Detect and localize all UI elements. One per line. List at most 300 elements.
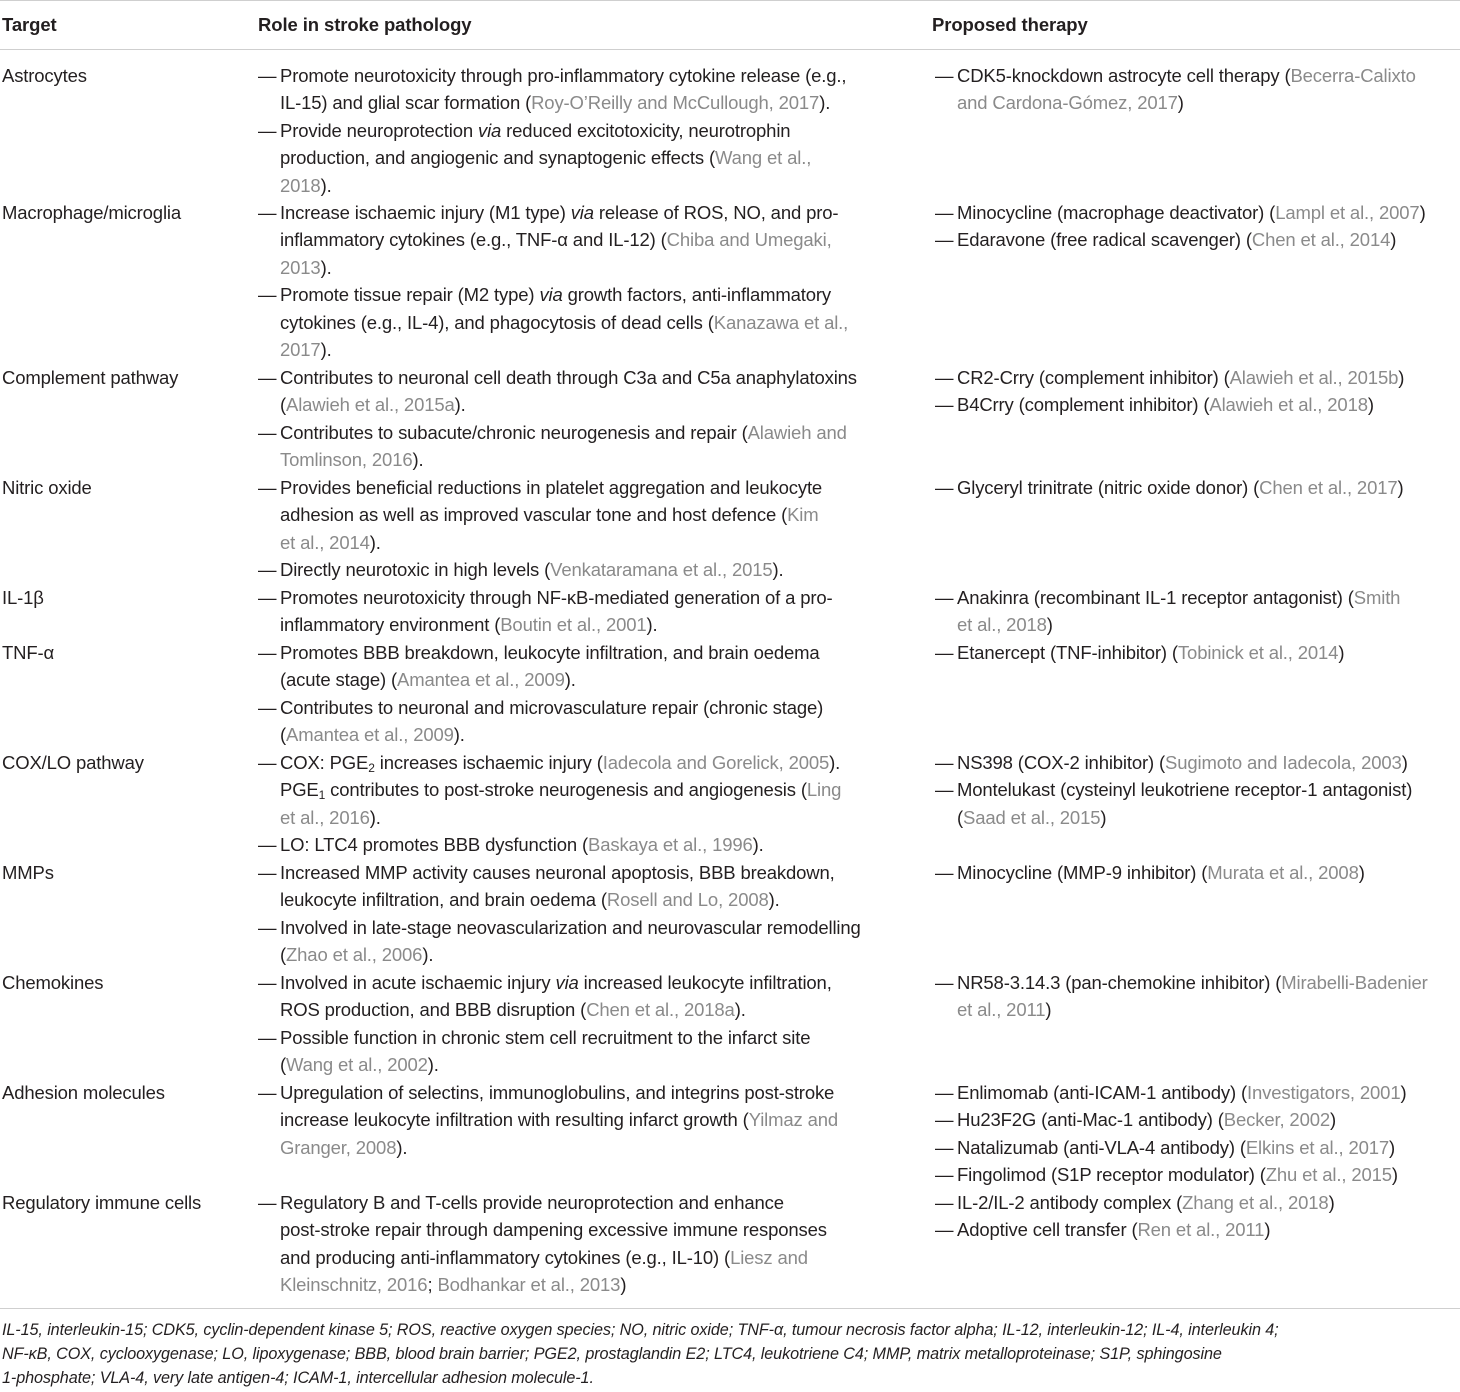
therapy-cell — [935, 199, 1458, 254]
role-line — [258, 611, 918, 638]
role-line — [258, 941, 918, 968]
line-text: ) — [1400, 1082, 1407, 1103]
line-text: ) — [1045, 999, 1052, 1021]
citation-link: Wang et al., 2002 — [286, 1054, 428, 1076]
citation-link: Elkins et al., 2017 — [1245, 1136, 1390, 1158]
role-cell — [258, 62, 918, 199]
role-cell — [258, 584, 918, 639]
citation-link: Saad et al., 2015 — [963, 806, 1101, 828]
therapy-cell — [935, 62, 1458, 117]
citation-link: Chiba and Umegaki, — [666, 229, 832, 251]
line-text: growth factors, anti-inflammatory — [562, 284, 832, 306]
citation-link: Amantea et al., 2009 — [286, 724, 454, 746]
line-text: increased leukocyte infiltration, — [578, 972, 832, 993]
role-line — [258, 1024, 918, 1051]
dash-marker: — — [935, 642, 954, 663]
line-text: Promote tissue repair (M2 type) — [280, 284, 540, 306]
role-line — [258, 886, 918, 913]
citation-link: Roy-O’Reilly and McCullough, 2017 — [531, 92, 820, 114]
line-text: ). — [829, 752, 841, 773]
line-text: ). — [320, 339, 332, 361]
role-line — [258, 309, 918, 336]
role-line — [258, 89, 918, 116]
line-text: Fingolimod (S1P receptor modulator) ( — [957, 1164, 1266, 1186]
line-text: post-stroke repair through dampening excessive immune responses — [280, 1219, 827, 1241]
role-line — [258, 666, 918, 693]
role-line — [258, 254, 918, 281]
role-line — [258, 474, 918, 501]
line-text: release of ROS, NO, and pro- — [593, 202, 839, 223]
dash-marker: — — [258, 972, 277, 993]
line-text: Possible function in chronic stem cell recruitment to the infarct site — [280, 1026, 811, 1048]
therapy-line — [935, 1189, 1458, 1216]
citation-link: Zhao et al., 2006 — [286, 944, 423, 966]
citation-link: Kanazawa et al., — [713, 311, 849, 333]
therapy-cell — [935, 1079, 1458, 1189]
citation-link: et al., 2014 — [280, 531, 370, 553]
citation-link: Kim — [787, 504, 819, 526]
role-line — [258, 144, 918, 171]
target-cell: IL-1β — [2, 587, 44, 608]
line-text: Enlimomab (anti-ICAM-1 antibody) ( — [957, 1082, 1247, 1103]
role-line — [258, 584, 918, 611]
role-line — [258, 639, 918, 666]
dash-marker: — — [258, 834, 277, 856]
dash-marker: — — [258, 119, 277, 141]
therapy-cell — [935, 639, 1458, 666]
therapy-line — [935, 89, 1458, 116]
role-line — [258, 859, 918, 886]
role-cell — [258, 749, 918, 859]
line-text: Montelukast (cysteinyl leukotriene receptor-1 antagonist) — [957, 779, 1413, 801]
line-text: COX: PGE — [280, 752, 369, 773]
dash-marker: — — [258, 587, 277, 608]
dash-marker: — — [258, 696, 277, 718]
line-text: ( — [280, 724, 287, 746]
citation-link: Rosell and Lo, 2008 — [606, 889, 769, 911]
therapy-line — [935, 639, 1458, 666]
therapy-line — [935, 199, 1458, 226]
citation-link: Lampl et al., 2007 — [1275, 202, 1420, 223]
line-text: Edaravone (free radical scavenger) ( — [957, 229, 1252, 251]
line-text: NS398 (COX-2 inhibitor) ( — [957, 752, 1166, 773]
line-text: CDK5-knockdown astrocyte cell therapy ( — [957, 65, 1291, 86]
line-text: Provides beneficial reductions in platelet aggregation and leukocyte — [280, 477, 823, 498]
role-line — [258, 1051, 918, 1078]
dash-marker: — — [935, 862, 954, 883]
citation-link: Chen et al., 2018a — [586, 999, 735, 1021]
dash-marker: — — [935, 1164, 954, 1186]
role-line — [258, 199, 918, 226]
role-line — [258, 391, 918, 418]
italic-text: via — [570, 202, 594, 223]
table-footnote — [0, 1308, 1460, 1390]
therapy-line — [935, 776, 1458, 803]
dash-marker: — — [258, 202, 277, 223]
target-cell: Complement pathway — [2, 367, 179, 388]
role-cell — [258, 364, 918, 474]
therapy-line — [935, 859, 1458, 886]
line-text: adhesion as well as improved vascular tone and host defence ( — [280, 504, 788, 526]
dash-marker: — — [935, 394, 954, 416]
line-text: IL-2/IL-2 antibody complex ( — [957, 1192, 1183, 1213]
line-text: inflammatory environment ( — [280, 614, 501, 636]
role-line — [258, 281, 918, 308]
citation-link: 2013 — [280, 256, 321, 278]
therapy-cell — [935, 749, 1458, 831]
citation-link: Zhang et al., 2018 — [1182, 1192, 1329, 1213]
line-text: ) — [1177, 92, 1184, 114]
line-text: ) — [1389, 1136, 1396, 1158]
subscript-text: 1 — [318, 788, 326, 803]
line-text: Upregulation of selectins, immunoglobulins, and integrins post-stroke — [280, 1082, 835, 1103]
header-therapy: Proposed therapy — [932, 14, 1088, 35]
target-cell: Chemokines — [2, 972, 104, 993]
line-text: Hu23F2G (anti-Mac-1 antibody) ( — [957, 1109, 1224, 1131]
citation-link: Murata et al., 2008 — [1207, 862, 1359, 883]
role-line — [258, 1244, 918, 1271]
line-text: ). — [320, 174, 332, 196]
target-cell: Macrophage/microglia — [2, 202, 182, 223]
therapy-cell — [935, 474, 1458, 501]
line-text: LO: LTC4 promotes BBB dysfunction ( — [280, 834, 589, 856]
citation-link: Alawieh and — [747, 421, 847, 443]
line-text: Increased MMP activity causes neuronal apoptosis, BBB breakdown, — [280, 862, 835, 883]
line-text: PGE — [280, 779, 319, 801]
footnote-line: IL-15, interleukin-15; CDK5, cyclin-dependent kinase 5; ROS, reactive oxygen species; NO, nitric oxide; TNF-α, tumour necrosis factor alpha; IL-12, interleukin-12; IL-4, interleukin 4; — [2, 1321, 1279, 1339]
therapy-line — [935, 969, 1458, 996]
role-line — [258, 529, 918, 556]
role-cell — [258, 859, 918, 969]
line-text: Minocycline (macrophage deactivator) ( — [957, 202, 1276, 223]
role-line — [258, 226, 918, 253]
role-cell — [258, 199, 918, 363]
line-text: ( — [280, 1054, 287, 1076]
therapy-line — [935, 1079, 1458, 1106]
citation-link: Alawieh et al., 2018 — [1209, 394, 1368, 416]
dash-marker: — — [935, 477, 954, 498]
citation-link: Alawieh et al., 2015b — [1229, 367, 1399, 388]
line-text: Provide neuroprotection — [280, 119, 478, 141]
line-text: ) — [1358, 862, 1365, 883]
dash-marker: — — [935, 1136, 954, 1158]
dash-marker: — — [935, 65, 954, 86]
line-text: ) — [1397, 477, 1404, 498]
line-text: Directly neurotoxic in high levels ( — [280, 559, 551, 581]
citation-link: Amantea et al., 2009 — [397, 669, 565, 691]
role-line — [258, 172, 918, 199]
therapy-cell — [935, 969, 1458, 1024]
citation-link: Investigators, 2001 — [1246, 1082, 1401, 1103]
line-text: ) — [1367, 394, 1374, 416]
therapy-cell — [935, 584, 1458, 639]
italic-text: via — [539, 284, 563, 306]
role-line — [258, 1134, 918, 1161]
line-text: ). — [453, 724, 465, 746]
role-line — [258, 336, 918, 363]
role-line — [258, 831, 918, 858]
citation-link: Venkataramana et al., 2015 — [550, 559, 773, 581]
footnote-line: NF-κB, COX, cyclooxygenase; LO, lipoxygenase; BBB, blood brain barrier; PGE2, prostaglandin E2; LTC4, leukotriene C4; MMP, matrix metalloproteinase; S1P, sphingosine — [2, 1345, 1222, 1363]
table-header — [0, 0, 1460, 50]
role-line — [258, 914, 918, 941]
line-text: ). — [427, 1054, 439, 1076]
line-text: inflammatory cytokines (e.g., TNF-α and IL-12) ( — [280, 229, 667, 251]
line-text: reduced excitotoxicity, neurotrophin — [501, 119, 791, 141]
citation-link: 2018 — [280, 174, 321, 196]
role-cell — [258, 474, 918, 584]
citation-link: Becker, 2002 — [1223, 1109, 1330, 1131]
citation-link: Sugimoto and Iadecola, 2003 — [1165, 752, 1402, 773]
citation-link: et al., 2011 — [957, 999, 1046, 1021]
line-text: ). — [646, 614, 658, 636]
dash-marker: — — [935, 1082, 954, 1103]
role-line — [258, 117, 918, 144]
dash-marker: — — [258, 477, 277, 498]
therapy-line — [935, 749, 1458, 776]
line-text: ) — [1330, 1109, 1337, 1131]
citation-link: Kleinschnitz, 2016 — [280, 1274, 428, 1296]
line-text: ) — [1046, 614, 1053, 636]
citation-link: Tobinick et al., 2014 — [1177, 642, 1339, 663]
line-text: ) — [1398, 367, 1405, 388]
citation-link: 2017 — [280, 339, 321, 361]
role-line — [258, 749, 918, 776]
dash-marker: — — [935, 972, 954, 993]
line-text: and producing anti-inflammatory cytokines (e.g., IL-10) ( — [280, 1246, 731, 1268]
target-cell: TNF-α — [2, 642, 55, 663]
line-text: ( — [957, 806, 964, 828]
role-line — [258, 804, 918, 831]
citation-link: et al., 2018 — [957, 614, 1047, 636]
citation-link: Alawieh et al., 2015a — [286, 394, 455, 416]
line-text: Glyceryl trinitrate (nitric oxide donor) ( — [957, 477, 1260, 498]
line-text: Increase ischaemic injury (M1 type) — [280, 202, 571, 223]
citation-link: Zhu et al., 2015 — [1265, 1164, 1392, 1186]
footnote-line: 1-phosphate; VLA-4, very late antigen-4; ICAM-1, intercellular adhesion molecule-1. — [2, 1369, 594, 1387]
line-text: ). — [564, 669, 576, 691]
line-text: ). — [772, 559, 784, 581]
header-target: Target — [2, 14, 57, 35]
target-cell: Nitric oxide — [2, 477, 92, 498]
line-text: Involved in late-stage neovascularization and neurovascular remodelling — [280, 916, 861, 938]
target-cell: MMPs — [2, 862, 54, 883]
line-text: ; — [427, 1274, 438, 1296]
role-line — [258, 1216, 918, 1243]
line-text: ). — [320, 256, 332, 278]
therapy-line — [935, 996, 1458, 1023]
line-text: increases ischaemic injury ( — [374, 752, 603, 773]
line-text: Adoptive cell transfer ( — [957, 1219, 1138, 1241]
line-text: Contributes to neuronal and microvasculature repair (chronic stage) — [280, 696, 824, 718]
role-line — [258, 1106, 918, 1133]
line-text: ) — [1338, 642, 1345, 663]
dash-marker: — — [258, 1192, 277, 1213]
therapy-line — [935, 364, 1458, 391]
dash-marker: — — [935, 229, 954, 251]
therapy-line — [935, 1134, 1458, 1161]
subscript-text: 2 — [368, 761, 375, 775]
role-cell — [258, 969, 918, 1079]
line-text: ). — [819, 92, 831, 114]
role-line — [258, 62, 918, 89]
citation-link: Tomlinson, 2016 — [280, 449, 413, 471]
line-text: ROS production, and BBB disruption ( — [280, 999, 587, 1021]
line-text: (acute stage) ( — [280, 669, 398, 691]
therapy-line — [935, 1161, 1458, 1188]
target-cell: Adhesion molecules — [2, 1082, 165, 1103]
dash-marker: — — [258, 65, 277, 86]
therapy-cell — [935, 364, 1458, 419]
dash-marker: — — [935, 779, 954, 801]
line-text: ). — [734, 999, 746, 1021]
line-text: ( — [280, 944, 287, 966]
therapy-line — [935, 62, 1458, 89]
line-text: contributes to post-stroke neurogenesis and angiogenesis ( — [325, 779, 807, 801]
dash-marker: — — [258, 367, 277, 388]
line-text: Anakinra (recombinant IL-1 receptor antagonist) ( — [957, 587, 1354, 608]
role-line — [258, 419, 918, 446]
dash-marker: — — [258, 642, 277, 663]
dash-marker: — — [258, 1082, 277, 1103]
dash-marker: — — [935, 1192, 954, 1213]
line-text: ) — [1391, 1164, 1398, 1186]
dash-marker: — — [935, 367, 954, 388]
role-line — [258, 1079, 918, 1106]
line-text: ) — [620, 1274, 627, 1296]
therapy-line — [935, 584, 1458, 611]
therapy-line — [935, 611, 1458, 638]
therapy-line — [935, 1106, 1458, 1133]
citation-link: Granger, 2008 — [280, 1136, 397, 1158]
line-text: ). — [396, 1136, 408, 1158]
dash-marker: — — [258, 284, 277, 306]
citation-link: Boutin et al., 2001 — [500, 614, 647, 636]
line-text: ) — [1100, 806, 1107, 828]
target-cell: Astrocytes — [2, 65, 87, 86]
dash-marker: — — [258, 421, 277, 443]
line-text: ). — [768, 889, 780, 911]
role-line — [258, 556, 918, 583]
line-text: ). — [752, 834, 764, 856]
citation-link: Liesz and — [730, 1246, 808, 1268]
line-text: leukocyte infiltration, and brain oedema ( — [280, 889, 607, 911]
role-line — [258, 996, 918, 1023]
role-cell — [258, 639, 918, 749]
line-text: ). — [454, 394, 466, 416]
citation-link: Iadecola and Gorelick, 2005 — [602, 752, 830, 773]
line-text: ). — [422, 944, 434, 966]
citation-link: Yilmaz and — [748, 1109, 839, 1131]
role-line — [258, 721, 918, 748]
role-line — [258, 969, 918, 996]
line-text: Promotes BBB breakdown, leukocyte infiltration, and brain oedema — [280, 642, 820, 663]
line-text: ). — [369, 806, 381, 828]
line-text: NR58-3.14.3 (pan-chemokine inhibitor) ( — [957, 972, 1282, 993]
line-text: CR2-Crry (complement inhibitor) ( — [957, 367, 1230, 388]
role-line — [258, 501, 918, 528]
therapy-cell — [935, 859, 1458, 886]
line-text: Promotes neurotoxicity through NF-κB-mediated generation of a pro- — [280, 587, 833, 608]
citation-link: Mirabelli-Badenier — [1281, 972, 1428, 993]
citation-link: Baskaya et al., 1996 — [588, 834, 753, 856]
role-line — [258, 1189, 918, 1216]
line-text: Involved in acute ischaemic injury — [280, 972, 556, 993]
dash-marker: — — [258, 1026, 277, 1048]
line-text: Contributes to subacute/chronic neurogenesis and repair ( — [280, 421, 748, 443]
role-line — [258, 776, 918, 803]
line-text: ) — [1390, 229, 1397, 251]
citation-link: Chen et al., 2014 — [1251, 229, 1391, 251]
citation-link: Ren et al., 2011 — [1137, 1219, 1265, 1241]
dash-marker: — — [258, 916, 277, 938]
line-text: Natalizumab (anti-VLA-4 antibody) ( — [957, 1136, 1246, 1158]
italic-text: via — [555, 972, 579, 993]
line-text: cytokines (e.g., IL-4), and phagocytosis of dead cells ( — [280, 311, 714, 333]
line-text: B4Crry (complement inhibitor) ( — [957, 394, 1210, 416]
citation-link: Wang et al., — [715, 147, 812, 169]
citation-link: et al., 2016 — [280, 806, 370, 828]
line-text: ( — [280, 394, 287, 416]
role-line — [258, 694, 918, 721]
line-text: ) — [1328, 1192, 1335, 1213]
line-text: IL-15) and glial scar formation ( — [280, 92, 532, 114]
dash-marker: — — [935, 587, 954, 608]
citation-link: Chen et al., 2017 — [1259, 477, 1398, 498]
target-cell: Regulatory immune cells — [2, 1192, 202, 1213]
therapy-cell — [935, 1189, 1458, 1244]
dash-marker: — — [935, 1109, 954, 1131]
therapy-line — [935, 1216, 1458, 1243]
citation-link: Ling — [806, 779, 842, 801]
dash-marker: — — [935, 202, 954, 223]
line-text: ). — [412, 449, 424, 471]
line-text: ). — [369, 531, 381, 553]
role-line — [258, 446, 918, 473]
line-text: production, and angiogenic and synaptogenic effects ( — [280, 147, 715, 169]
line-text: Regulatory B and T-cells provide neuroprotection and enhance — [280, 1192, 784, 1213]
role-line — [258, 1271, 918, 1298]
therapy-line — [935, 226, 1458, 253]
line-text: ) — [1264, 1219, 1271, 1241]
citation-link: Bodhankar et al., 2013 — [437, 1274, 621, 1296]
dash-marker: — — [935, 1219, 954, 1241]
line-text: ) — [1401, 752, 1408, 773]
line-text: Minocycline (MMP-9 inhibitor) ( — [957, 862, 1208, 883]
italic-text: via — [477, 119, 502, 141]
line-text: ) — [1419, 202, 1426, 223]
role-line — [258, 364, 918, 391]
citation-link: and Cardona-Gómez, 2017 — [957, 92, 1178, 114]
citation-link: Becerra-Calixto — [1290, 65, 1416, 86]
dash-marker: — — [258, 862, 277, 883]
dash-marker: — — [258, 559, 277, 581]
citation-link: Smith — [1353, 587, 1401, 608]
line-text: Contributes to neuronal cell death through C3a and C5a anaphylatoxins — [280, 367, 857, 388]
role-cell — [258, 1189, 918, 1299]
target-cell: COX/LO pathway — [2, 752, 144, 773]
line-text: Etanercept (TNF-inhibitor) ( — [957, 642, 1178, 663]
role-cell — [258, 1079, 918, 1161]
therapy-line — [935, 474, 1458, 501]
therapy-line — [935, 804, 1458, 831]
therapy-line — [935, 391, 1458, 418]
line-text: increase leukocyte infiltration with resulting infarct growth ( — [280, 1109, 749, 1131]
header-role: Role in stroke pathology — [258, 14, 472, 35]
dash-marker: — — [258, 752, 277, 773]
line-text: Promote neurotoxicity through pro-inflammatory cytokine release (e.g., — [280, 65, 847, 86]
dash-marker: — — [935, 752, 954, 773]
